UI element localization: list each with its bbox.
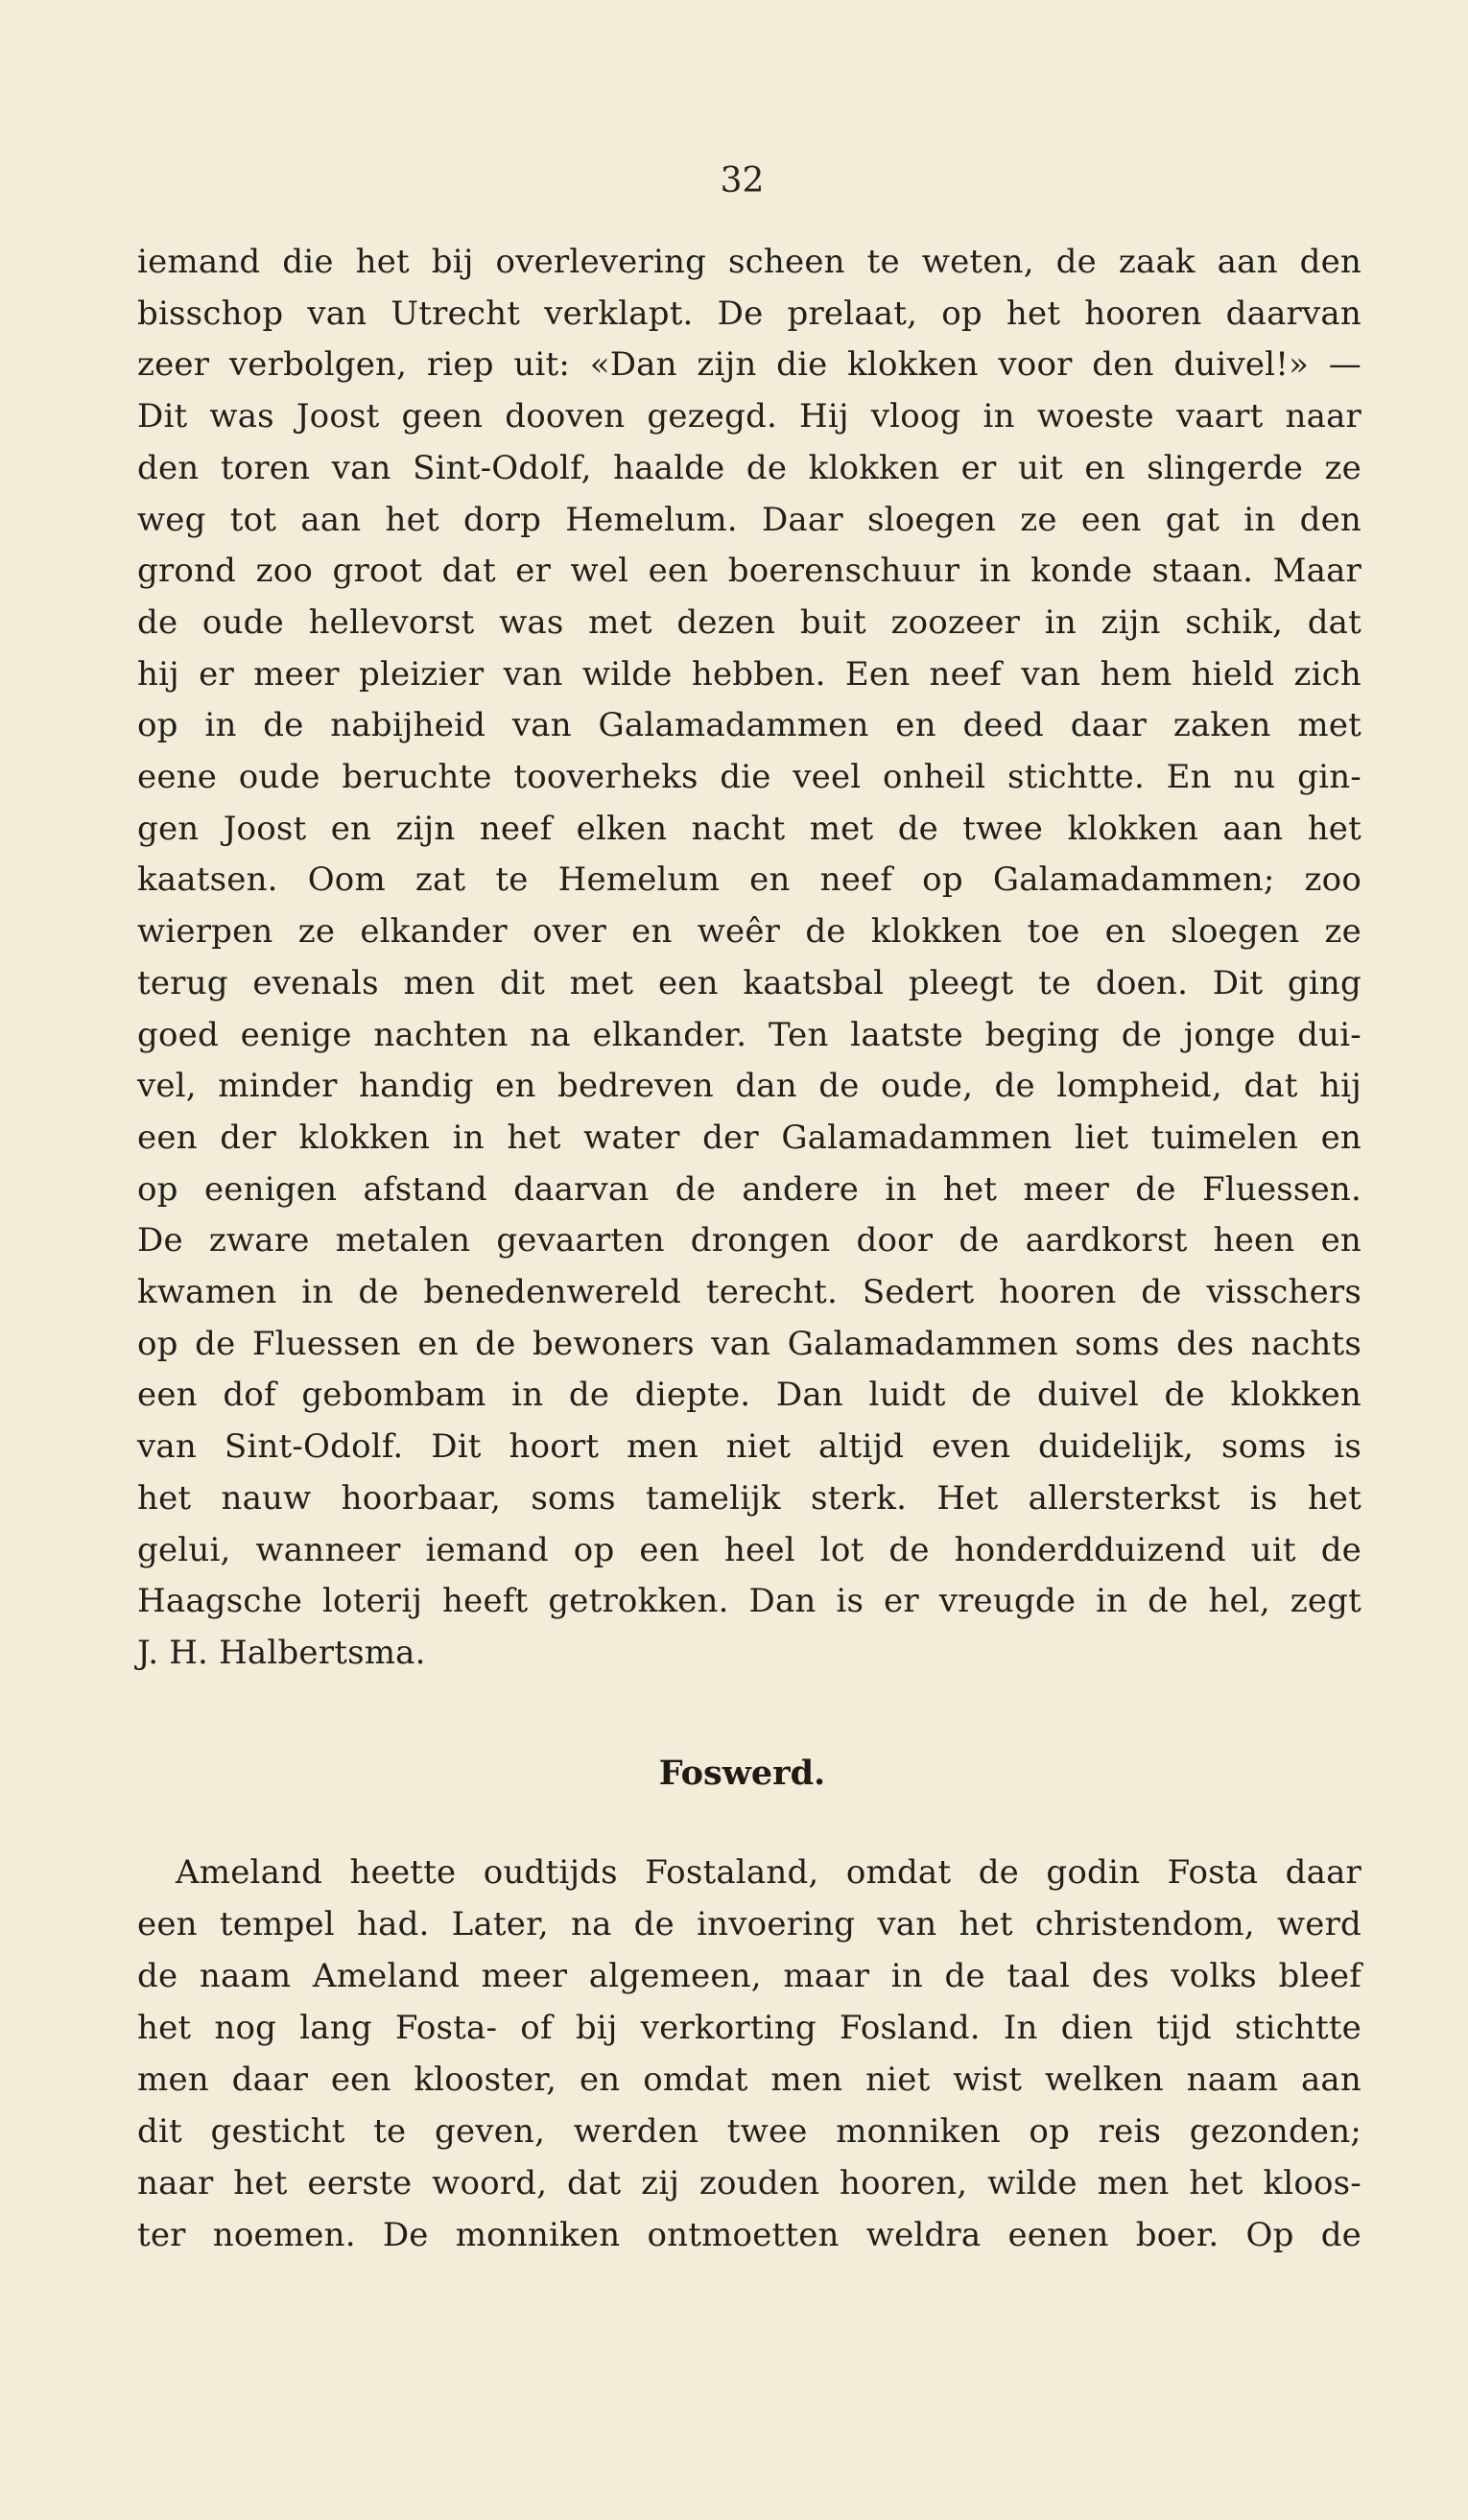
section-heading: Foswerd. <box>658 1754 826 1793</box>
text-line: Haagsche loterij heeft getrokken. Dan is er vreugde in de hel, zegt <box>137 1582 1361 1621</box>
text-line: op eenigen afstand daarvan de andere in het meer de Fluessen. <box>137 1169 1361 1209</box>
text-line: gen Joost en zijn neef elken nacht met de twee klokken aan het <box>137 809 1361 848</box>
text-line: zeer verbolgen, riep uit: «Dan zijn die klokken voor den duivel!» — <box>137 345 1361 385</box>
text-line: naar het eerste woord, dat zij zouden hooren, wilde men het kloos- <box>137 2164 1361 2202</box>
text-line: kwamen in de benedenwereld terecht. Sedert hooren de visschers <box>137 1273 1361 1311</box>
text-line: hij er meer pleizier van wilde hebben. Een neef van hem hield zich <box>137 654 1361 694</box>
text-line: Dit was Joost geen dooven gezegd. Hij vloog in woeste vaart naar <box>137 397 1361 436</box>
text-line: wierpen ze elkander over en weêr de klokken toe en sloegen ze <box>137 912 1361 952</box>
text-line: het nog lang Fosta- of bij verkorting Fosland. In dien tijd stichtte <box>137 2009 1361 2047</box>
text-line: de oude hellevorst was met dezen buit zoozeer in zijn schik, dat <box>137 602 1361 642</box>
text-line: op de Fluessen en de bewoners van Galamadammen soms des nachts <box>137 1324 1361 1363</box>
page-number: 32 <box>720 161 765 200</box>
text-line: een der klokken in het water der Galamadammen liet tuimelen en <box>137 1118 1361 1157</box>
text-line: van Sint-Odolf. Dit hoort men niet altijd even duidelijk, soms is <box>137 1427 1361 1467</box>
text-line: J. H. Halbertsma. <box>137 1633 426 1672</box>
text-line: den toren van Sint-Odolf, haalde de klokken er uit en slingerde ze <box>137 448 1361 487</box>
text-line: bisschop van Utrecht verklapt. De prelaat, op het hooren daarvan <box>137 294 1361 333</box>
text-line: eene oude beruchte tooverheks die veel onheil stichtte. En nu gin- <box>137 758 1361 796</box>
text-line: weg tot aan het dorp Hemelum. Daar sloegen ze een gat in den <box>137 500 1361 539</box>
text-line: iemand die het bij overlevering scheen te weten, de zaak aan den <box>137 243 1361 281</box>
text-line: op in de nabijheid van Galamadammen en deed daar zaken met <box>137 706 1361 745</box>
text-line: een tempel had. Later, na de invoering van het christendom, werd <box>137 1905 1361 1943</box>
text-line: men daar een klooster, en omdat men niet wist welken naam aan <box>137 2061 1361 2099</box>
text-line: goed eenige nachten na elkander. Ten laatste beging de jonge dui- <box>137 1015 1361 1054</box>
text-line: dit gesticht te geven, werden twee monniken op reis gezonden; <box>137 2112 1361 2151</box>
text-line: vel, minder handig en bedreven dan de oude, de lompheid, dat hij <box>137 1067 1361 1106</box>
text-line: een dof gebombam in de diepte. Dan luidt de duivel de klokken <box>137 1376 1361 1415</box>
text-line: gelui, wanneer iemand op een heel lot de honderdduizend uit de <box>137 1530 1361 1569</box>
text-line: het nauw hoorbaar, soms tamelijk sterk. Het allersterkst is het <box>137 1478 1361 1518</box>
text-line: terug evenals men dit met een kaatsbal pleegt te doen. Dit ging <box>137 963 1361 1002</box>
text-line: de naam Ameland meer algemeen, maar in de taal des volks bleef <box>137 1957 1361 1995</box>
text-line: ter noemen. De monniken ontmoetten weldra eenen boer. Op de <box>137 2216 1361 2254</box>
text-line: grond zoo groot dat er wel een boerenschuur in konde staan. Maar <box>137 552 1361 591</box>
text-line: kaatsen. Oom zat te Hemelum en neef op Galamadammen; zoo <box>137 860 1361 900</box>
text-line: De zware metalen gevaarten drongen door de aardkorst heen en <box>137 1221 1361 1260</box>
text-line: Ameland heette oudtijds Fostaland, omdat de godin Fosta daar <box>176 1853 1361 1892</box>
